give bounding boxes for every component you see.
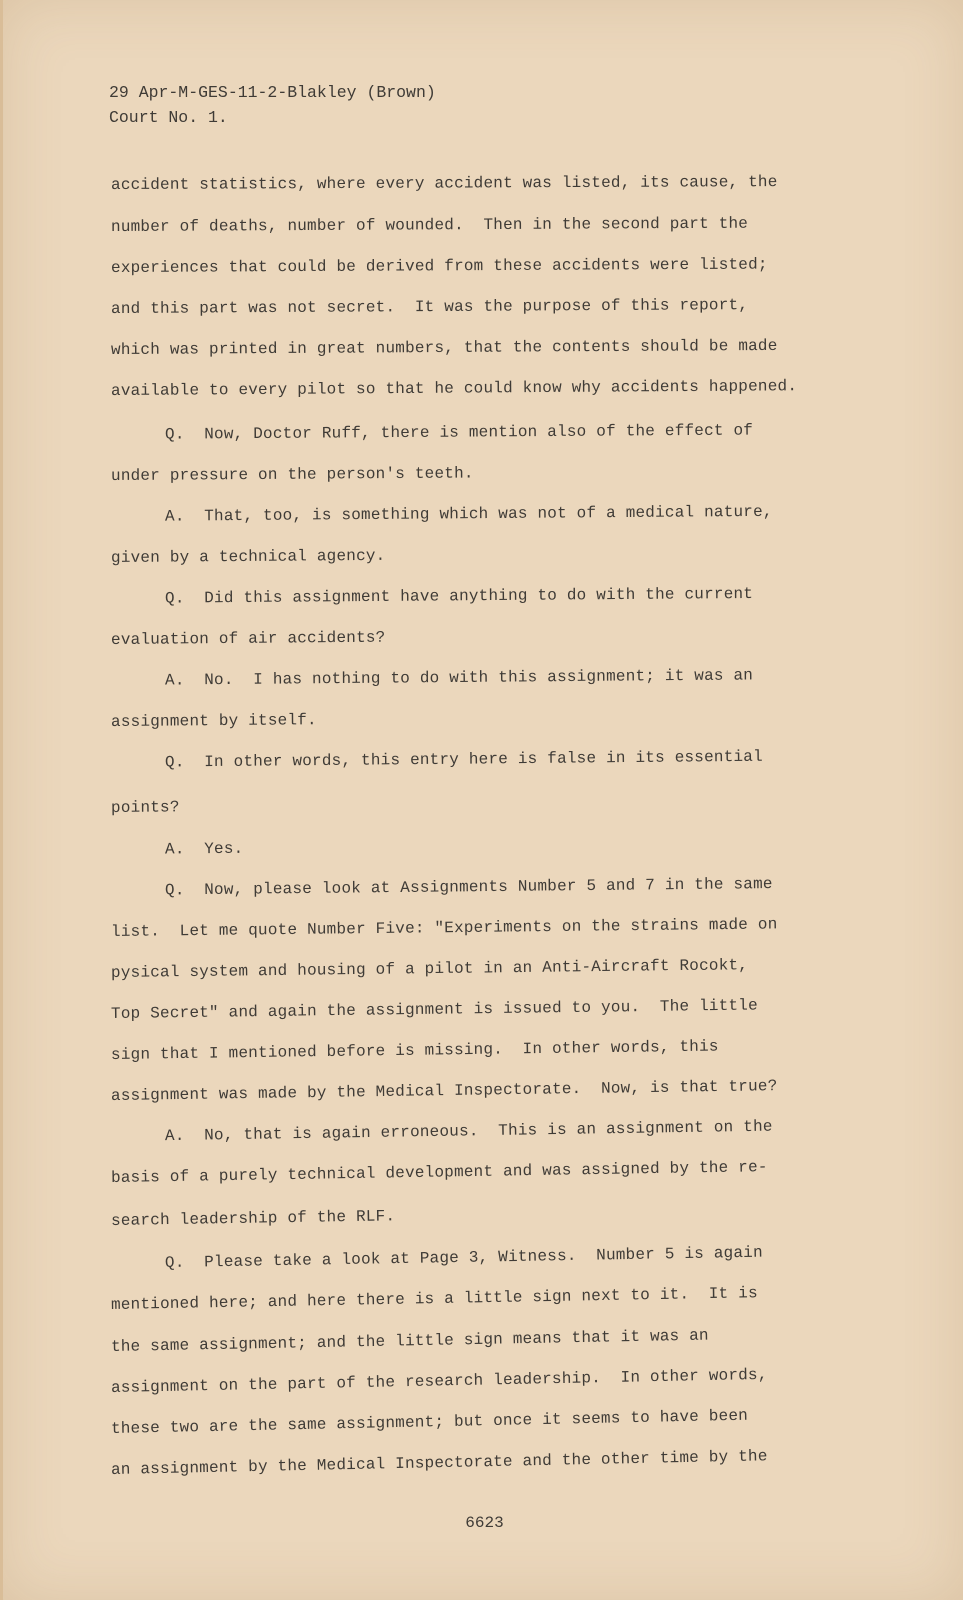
transcript-line: number of deaths, number of wounded. Then in the second part the bbox=[110, 214, 749, 236]
transcript-line: assignment on the part of the research leadership. In other words, bbox=[110, 1365, 768, 1397]
transcript-line: list. Let me quote Number Five: "Experiments on the strains made on bbox=[110, 915, 778, 941]
transcript-line: assignment by itself. bbox=[110, 711, 317, 731]
answer-line: A. That, too, is something which was not of a medical nature, bbox=[164, 502, 773, 526]
transcript-line: sign that I mentioned before is missing. In other words, this bbox=[110, 1037, 719, 1064]
court-number: Court No. 1. bbox=[109, 108, 228, 127]
transcript-line: given by a technical agency. bbox=[110, 546, 386, 567]
question-line: Q. Please take a look at Page 3, Witness. Number 5 is again bbox=[164, 1243, 763, 1273]
case-reference: 29 Apr-M-GES-11-2-Blakley (Brown) bbox=[109, 83, 436, 102]
transcript-line: assignment was made by the Medical Inspectorate. Now, is that true? bbox=[110, 1077, 778, 1105]
transcript-line: the same assignment; and the little sign means that it was an bbox=[110, 1326, 709, 1356]
transcript-line: which was printed in great numbers, that the contents should be made bbox=[110, 336, 778, 359]
transcript-line: pysical system and housing of a pilot in an Anti-Aircraft Rocokt, bbox=[110, 956, 749, 982]
answer-line: A. No. I has nothing to do with this assignment; it was an bbox=[164, 666, 754, 690]
transcript-line: evaluation of air accidents? bbox=[110, 628, 386, 649]
transcript-line: experiences that could be derived from these accidents were listed; bbox=[110, 255, 768, 277]
page-number: 6623 bbox=[465, 1514, 504, 1532]
transcript-line: an assignment by the Medical Inspectorate and the other time by the bbox=[110, 1447, 768, 1479]
transcript-line: points? bbox=[110, 798, 180, 817]
transcript-line: under pressure on the person's teeth. bbox=[110, 464, 474, 485]
transcript-line: these two are the same assignment; but once it seems to have been bbox=[110, 1406, 749, 1438]
answer-line: A. Yes. bbox=[164, 839, 244, 859]
question-line: Q. In other words, this entry here is false in its essential bbox=[164, 747, 763, 772]
transcript-line: accident statistics, where every accident was listed, its cause, the bbox=[110, 173, 778, 194]
transcript-line: mentioned here; and here there is a little sign next to it. It is bbox=[110, 1284, 758, 1314]
transcript-line: search leadership of the RLF. bbox=[110, 1207, 396, 1230]
question-line: Q. Now, please look at Assignments Number 5 and 7 in the same bbox=[164, 875, 773, 900]
question-line: Q. Did this assignment have anything to do with the current bbox=[164, 584, 754, 608]
transcript-line: Top Secret" and again the assignment is issued to you. The little bbox=[110, 996, 758, 1023]
transcript-line: available to every pilot so that he could know why accidents happened. bbox=[110, 377, 798, 400]
question-line: Q. Now, Doctor Ruff, there is mention also of the effect of bbox=[164, 421, 754, 444]
document-header bbox=[109, 80, 436, 130]
transcript-line: and this part was not secret. It was the purpose of this report, bbox=[110, 296, 749, 318]
transcript-line: basis of a purely technical development and was assigned by the re- bbox=[110, 1158, 768, 1187]
answer-line: A. No, that is again erroneous. This is an assignment on the bbox=[164, 1117, 773, 1146]
